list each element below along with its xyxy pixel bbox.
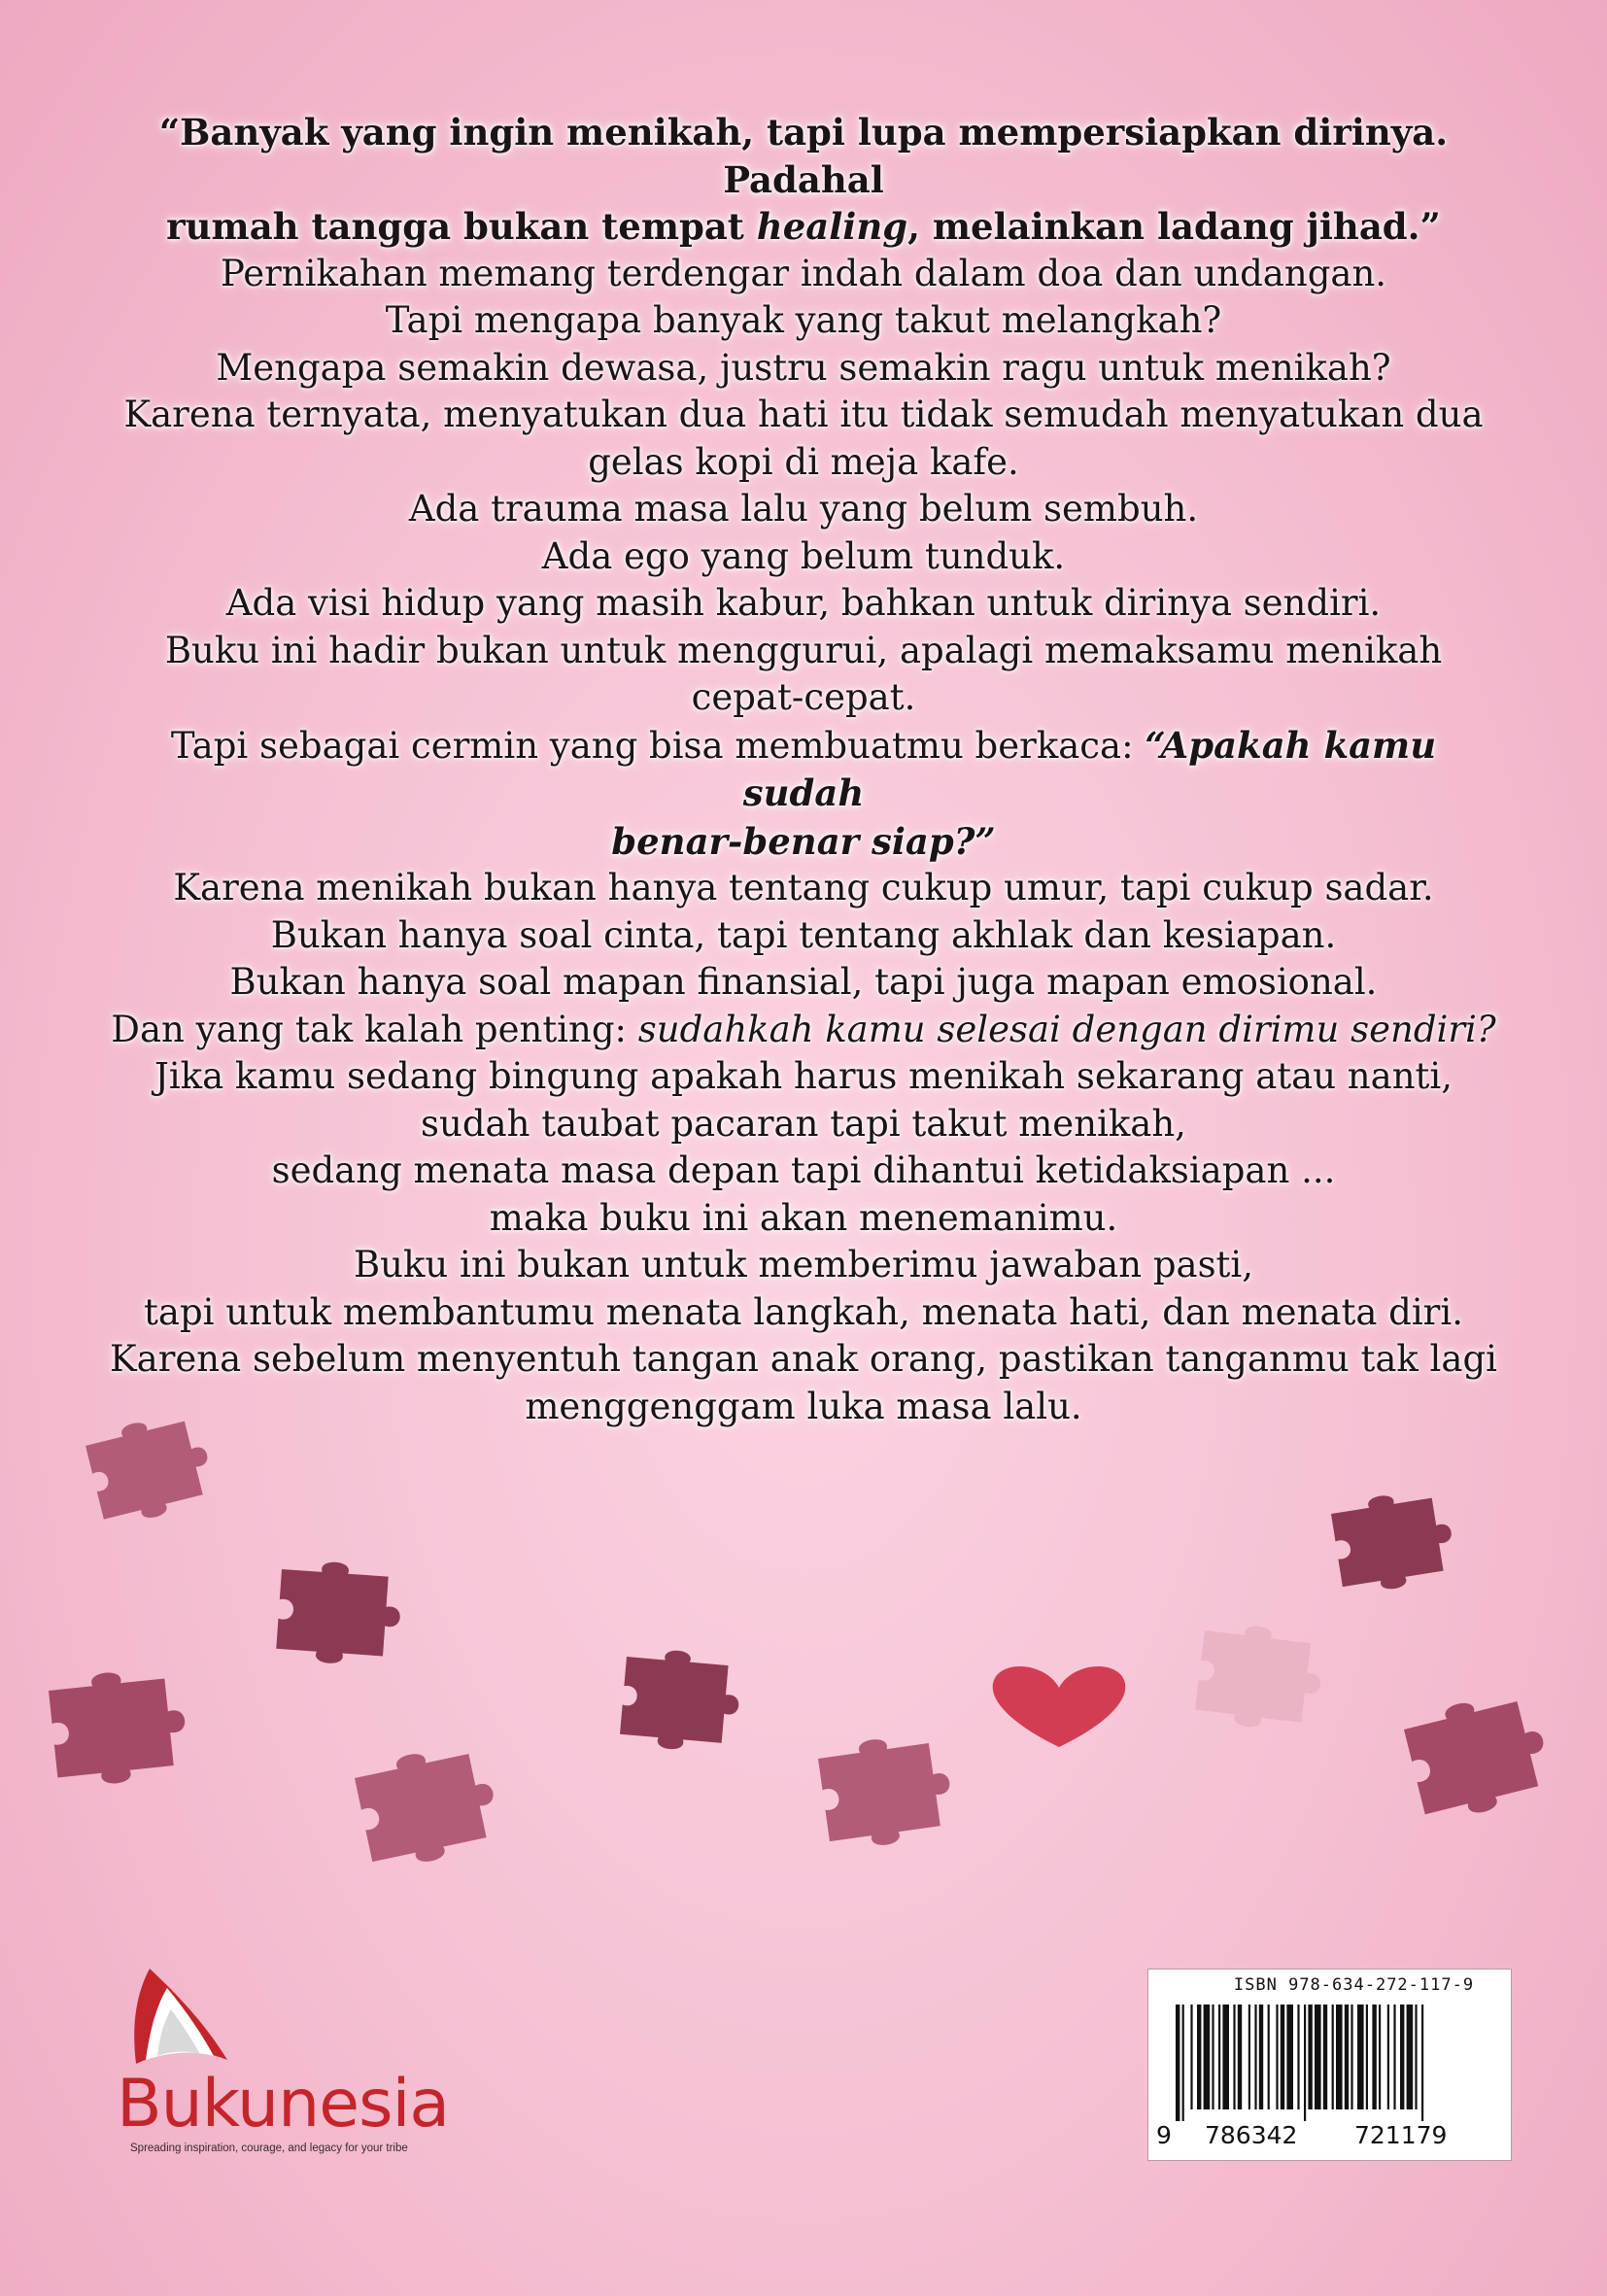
blurb-line: Ada ego yang belum tunduk. xyxy=(541,534,1066,577)
barcode-bar xyxy=(1336,2005,1343,2109)
puzzle-piece xyxy=(353,1739,504,1873)
blurb-text: Dan yang tak kalah penting: xyxy=(111,1008,638,1050)
publisher-tagline: Spreading inspiration, courage, and legacy for your tribe xyxy=(130,2142,408,2154)
blurb-line: Bukan hanya soal cinta, tapi tentang akhlak dan kesiapan. xyxy=(270,913,1337,956)
barcode-bar xyxy=(1212,2005,1214,2109)
barcode-bar xyxy=(1286,2005,1293,2109)
key-question-end: benar-benar siap?” xyxy=(611,819,996,863)
blurb-line: tapi untuk membantumu menata langkah, menata hati, dan menata diri. xyxy=(144,1290,1463,1333)
puzzle-piece xyxy=(1194,1620,1327,1735)
blurb-line: Karena menikah bukan hanya tentang cukup umur, tapi cukup sadar. xyxy=(173,867,1434,908)
barcode-digits xyxy=(1148,2121,1511,2150)
barcode-bar xyxy=(1182,2005,1184,2121)
puzzle-piece xyxy=(619,1646,743,1755)
barcode-bar xyxy=(1393,2005,1395,2109)
quote-text: rumah tangga bukan tempat xyxy=(166,205,757,248)
puzzle-piece xyxy=(48,1665,190,1790)
barcode-bars xyxy=(1176,2005,1485,2121)
blurb-line: Ada visi hidup yang masih kabur, bahkan untuk dirinya sendiri. xyxy=(225,582,1382,624)
puzzle-piece xyxy=(83,1408,219,1529)
barcode-bar xyxy=(1387,2005,1389,2109)
blurb-line: Ada trauma masa lalu yang belum sembuh. xyxy=(408,488,1199,530)
heart-icon xyxy=(993,1666,1126,1747)
blurb-line xyxy=(107,722,1500,818)
barcode-bar xyxy=(1315,2005,1321,2109)
barcode-bar xyxy=(1248,2005,1250,2109)
barcode-bar xyxy=(1222,2005,1229,2109)
blurb-line: cepat-cepat. xyxy=(691,676,916,718)
barcode-bar xyxy=(1238,2005,1242,2109)
barcode-bar xyxy=(1366,2005,1368,2109)
blurb-text: Tapi sebagai cermin yang bisa membuatmu berkaca: xyxy=(170,724,1145,767)
blurb-line: sedang menata masa depan tapi dihantui ketidaksiapan ... xyxy=(271,1149,1336,1191)
blurb-line: menggenggam luka masa lalu. xyxy=(525,1385,1082,1427)
barcode-bar xyxy=(1204,2005,1211,2109)
barcode-bar xyxy=(1304,2005,1306,2121)
publisher-name: Bukunesia xyxy=(117,2066,450,2142)
barcode-bar xyxy=(1415,2005,1417,2109)
italic-question: sudahkah kamu selesai dengan dirimu sendiri? xyxy=(637,1008,1496,1050)
blurb-line: Karena ternyata, menyatukan dua hati itu tidak semudah menyatukan dua xyxy=(123,394,1484,435)
barcode-bar xyxy=(1345,2005,1349,2109)
puzzle-piece xyxy=(1329,1486,1458,1596)
blurb-line: Jika kamu sedang bingung apakah harus menikah sekarang atau nanti, xyxy=(154,1055,1453,1097)
barcode-bar xyxy=(1323,2005,1327,2109)
barcode-bar xyxy=(1421,2005,1423,2121)
blurb-line: sudah taubat pacaran tapi takut menikah, xyxy=(421,1102,1186,1145)
blurb-line: Tapi mengapa banyak yang takut melangkah? xyxy=(385,299,1222,341)
blurb-line: Karena sebelum menyentuh tangan anak orang, pastikan tanganmu tak lagi xyxy=(110,1338,1497,1380)
barcode-digits-left: 786342 xyxy=(1205,2121,1298,2149)
barcode-bar xyxy=(1297,2005,1299,2109)
book-page-icon xyxy=(109,1963,245,2070)
blurb-line: maka buku ini akan menemanimu. xyxy=(489,1196,1118,1239)
barcode-bar xyxy=(1233,2005,1235,2109)
opening-quote-line-2 xyxy=(107,203,1500,251)
blurb-line xyxy=(107,1007,1500,1054)
barcode-bar xyxy=(1254,2005,1256,2109)
barcode-bar xyxy=(1372,2005,1376,2109)
barcode-bar xyxy=(1308,2005,1312,2109)
isbn-label: ISBN 978-634-272-117-9 xyxy=(1233,1975,1475,1995)
barcode-digits-right: 721179 xyxy=(1354,2121,1448,2149)
barcode-bar xyxy=(1197,2005,1201,2109)
barcode-bar xyxy=(1281,2005,1284,2109)
blurb-line: Buku ini hadir bukan untuk menggurui, apalagi memaksamu menikah xyxy=(164,629,1443,671)
barcode-digit-first: 9 xyxy=(1156,2121,1172,2149)
barcode-bar xyxy=(1176,2005,1180,2121)
barcode-bar xyxy=(1400,2005,1404,2109)
barcode-bar xyxy=(1351,2005,1352,2109)
opening-quote-line-1: “Banyak yang ingin menikah, tapi lupa mempersiapkan dirinya. Padahal xyxy=(158,111,1449,201)
blurb-line: Pernikahan memang terdengar indah dalam doa dan undangan. xyxy=(220,252,1387,294)
barcode-bar xyxy=(1379,2005,1381,2109)
key-question: “Apakah kamu sudah xyxy=(742,723,1437,814)
barcode-bar xyxy=(1407,2005,1414,2109)
back-cover-blurb xyxy=(107,109,1500,1430)
puzzle-piece xyxy=(276,1559,404,1668)
blurb-line: Mengapa semakin dewasa, justru semakin ragu untuk menikah? xyxy=(216,346,1391,389)
blurb-line: Bukan hanya soal mapan finansial, tapi juga mapan emosional. xyxy=(229,961,1378,1003)
blurb-line: Buku ini bukan untuk memberimu jawaban pasti, xyxy=(353,1244,1254,1285)
publisher-logo xyxy=(109,1963,497,2154)
barcode-bar xyxy=(1268,2005,1270,2109)
barcode-bar xyxy=(1276,2005,1278,2109)
isbn-barcode xyxy=(1147,1969,1512,2161)
barcode-bar xyxy=(1259,2005,1263,2109)
barcode-bar xyxy=(1332,2005,1334,2109)
puzzle-illustration xyxy=(0,1399,1607,1982)
barcode-bar xyxy=(1190,2005,1192,2109)
puzzle-piece xyxy=(816,1730,956,1852)
blurb-line: gelas kopi di meja kafe. xyxy=(588,440,1019,483)
quote-text: , melainkan ladang jihad.” xyxy=(907,205,1441,248)
puzzle-piece xyxy=(1401,1686,1556,1826)
barcode-bar xyxy=(1357,2005,1364,2109)
barcode-bar xyxy=(1218,2005,1220,2109)
quote-italic-word: healing xyxy=(756,205,908,248)
